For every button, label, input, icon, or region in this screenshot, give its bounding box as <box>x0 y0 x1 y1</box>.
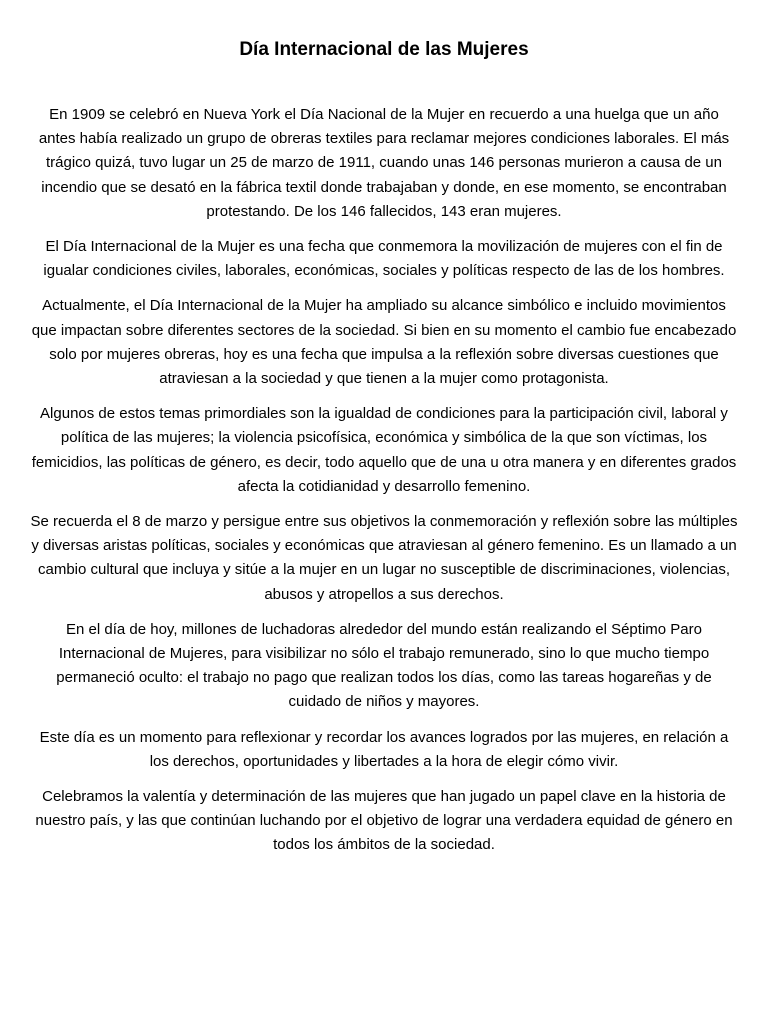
paragraph: Algunos de estos temas primordiales son la igualdad de condiciones para la participación civil, laboral y política de las mujeres; la violencia psicofísica, económica y simbólica de la que son víctimas, los femicidios, las políticas de género, es decir, todo aquello que de una u otra manera y en diferentes grados afecta la cotidianidad y desarrollo femenino. <box>31 405 737 495</box>
paragraph: En 1909 se celebró en Nueva York el Día Nacional de la Mujer en recuerdo a una huelga que un año antes había realizado un grupo de obreras textiles para reclamar mejores condiciones laborales. El más trágico quizá, tuvo lugar un 25 de marzo de 1911, cuando unas 146 personas murieron a causa de un incendio que se desató en la fábrica textil donde trabajaban y donde, en ese momento, se encontraban protestando. De los 146 fallecidos, 143 eran mujeres. <box>38 106 730 220</box>
document-title: Día Internacional de las Mujeres <box>239 39 529 60</box>
paragraph: El Día Internacional de la Mujer es una fecha que conmemora la movilización de mujeres con el fin de igualar condiciones civiles, laborales, económicas, sociales y políticas respecto de las de los hombres. <box>43 238 725 280</box>
paragraph: Se recuerda el 8 de marzo y persigue entre sus objetivos la conmemoración y reflexión sobre las múltiples y diversas aristas políticas, sociales y económicas que atraviesan al género femenino. Es un llamado a un cambio cultural que incluya y sitúe a la mujer en un lugar no susceptible de discriminaciones, violencias, abusos y atropellos a sus derechos. <box>30 513 738 603</box>
paragraph: Actualmente, el Día Internacional de la Mujer ha ampliado su alcance simbólico e incluido movimientos que impactan sobre diferentes sectores de la sociedad. Si bien en su momento el cambio fue encabezado solo por mujeres obreras, hoy es una fecha que impulsa a la reflexión sobre diversas cuestiones que atraviesan a la sociedad y que tienen a la mujer como protagonista. <box>31 297 737 388</box>
paragraph: En el día de hoy, millones de luchadoras alrededor del mundo están realizando el Séptimo Paro Internacional de Mujeres, para visibilizar no sólo el trabajo remunerado, sino lo que mucho tiempo permaneció oculto: el trabajo no pago que realizan todos los días, como las tareas hogareñas y de cuidado de niños y mayores. <box>56 620 712 711</box>
paragraph: Celebramos la valentía y determinación de las mujeres que han jugado un papel clave en la historia de nuestro país, y las que continúan luchando por el objetivo de lograr una verdadera equidad de género en todos los ámbitos de la sociedad. <box>35 788 733 854</box>
paragraph: Este día es un momento para reflexionar y recordar los avances logrados por las mujeres, en relación a los derechos, oportunidades y libertades a la hora de elegir cómo vivir. <box>39 728 729 770</box>
